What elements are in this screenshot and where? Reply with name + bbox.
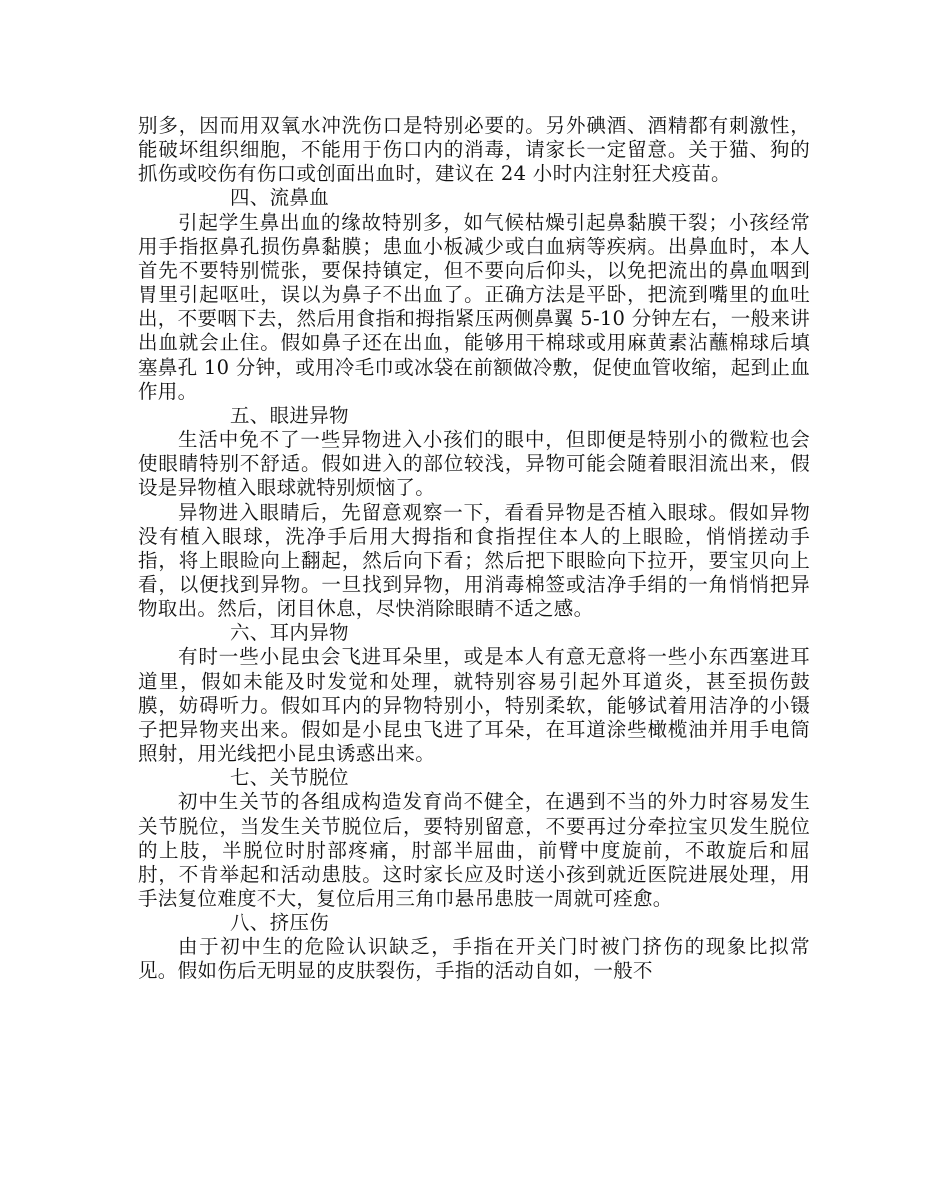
heading-nosebleed: 四、流鼻血 bbox=[230, 186, 330, 210]
paragraph-nosebleed: 引起学生鼻出血的缘故特别多，如气候枯燥引起鼻黏膜干裂；小孩经常用手指抠鼻孔损伤鼻黏膜；患血小板减少或白血病等疾病。出鼻血时，本人首先不要特别慌张，要保持镇定，但不要向后仰头，以免把流出的鼻血咽到胃里引起呕吐，误以为鼻子不出血了。正确方法是平卧，把流到嘴里的血吐出，不要咽下去，然后用食指和拇指紧压两侧鼻翼 5-10 分钟左右，一般来讲出血就会止住。假如鼻子还在出血，能够用干棉球或用麻黄素沾蘸棉球后填塞鼻孔 10 分钟，或用冷毛巾或冰袋在前额做冷敷，促使血管收缩，起到止血作用。 bbox=[138, 210, 811, 403]
heading-eye-foreign-body: 五、眼进异物 bbox=[230, 403, 349, 427]
paragraph-wound-care: 别多，因而用双氧水冲洗伤口是特别必要的。另外碘酒、酒精都有刺激性，能破坏组织细胞，不能用于伤口内的消毒，请家长一定留意。关于猫、狗的抓伤或咬伤有伤口或创面出血时，建议在 24 小时内注射狂犬疫苗。 bbox=[138, 114, 810, 186]
heading-joint-dislocation: 七、关节脱位 bbox=[230, 766, 349, 790]
paragraph-eye-foreign-body-intro: 生活中免不了一些异物进入小孩们的眼中，但即便是特别小的微粒也会使眼睛特别不舒适。假如进入的部位较浅，异物可能会随着眼泪流出来，假设是异物植入眼球就特别烦恼了。 bbox=[138, 428, 810, 500]
document-body bbox=[138, 114, 810, 984]
paragraph-ear-foreign-body: 有时一些小昆虫会飞进耳朵里，或是本人有意无意将一些小东西塞进耳道里，假如未能及时发觉和处理，就特别容易引起外耳道炎，甚至损伤鼓膜，妨碍听力。假如耳内的异物特别小，特别柔软，能够试着用洁净的小镊子把异物夹出来。假如是小昆虫飞进了耳朵，在耳道涂些橄榄油并用手电筒照射，用光线把小昆虫诱惑出来。 bbox=[138, 645, 810, 766]
heading-crush-injury: 八、挤压伤 bbox=[230, 911, 330, 935]
paragraph-joint-dislocation: 初中生关节的各组成构造发育尚不健全，在遇到不当的外力时容易发生关节脱位，当发生关节脱位后，要特别留意，不要再过分牵拉宝贝发生脱位的上肢，半脱位时肘部疼痛，肘部半屈曲，前臂中度旋前，不敢旋后和屈肘，不肯举起和活动患肢。这时家长应及时送小孩到就近医院进展处理，用手法复位难度不大，复位后用三角巾悬吊患肢一周就可痊愈。 bbox=[138, 790, 810, 910]
heading-ear-foreign-body: 六、耳内异物 bbox=[230, 621, 349, 645]
paragraph-crush-injury: 由于初中生的危险认识缺乏，手指在开关门时被门挤伤的现象比拟常见。假如伤后无明显的皮肤裂伤，手指的活动自如，一般不 bbox=[138, 935, 810, 983]
paragraph-eye-foreign-body-steps: 异物进入眼睛后，先留意观察一下，看看异物是否植入眼球。假如异物没有植入眼球，洗净手后用大拇指和食指捏住本人的上眼睑，悄悄搓动手指，将上眼睑向上翻起，然后向下看；然后把下眼睑向下拉开，要宝贝向上看，以便找到异物。一旦找到异物，用消毒棉签或洁净手绢的一角悄悄把异物取出。然后，闭目休息，尽快消除眼睛不适之感。 bbox=[138, 500, 810, 621]
